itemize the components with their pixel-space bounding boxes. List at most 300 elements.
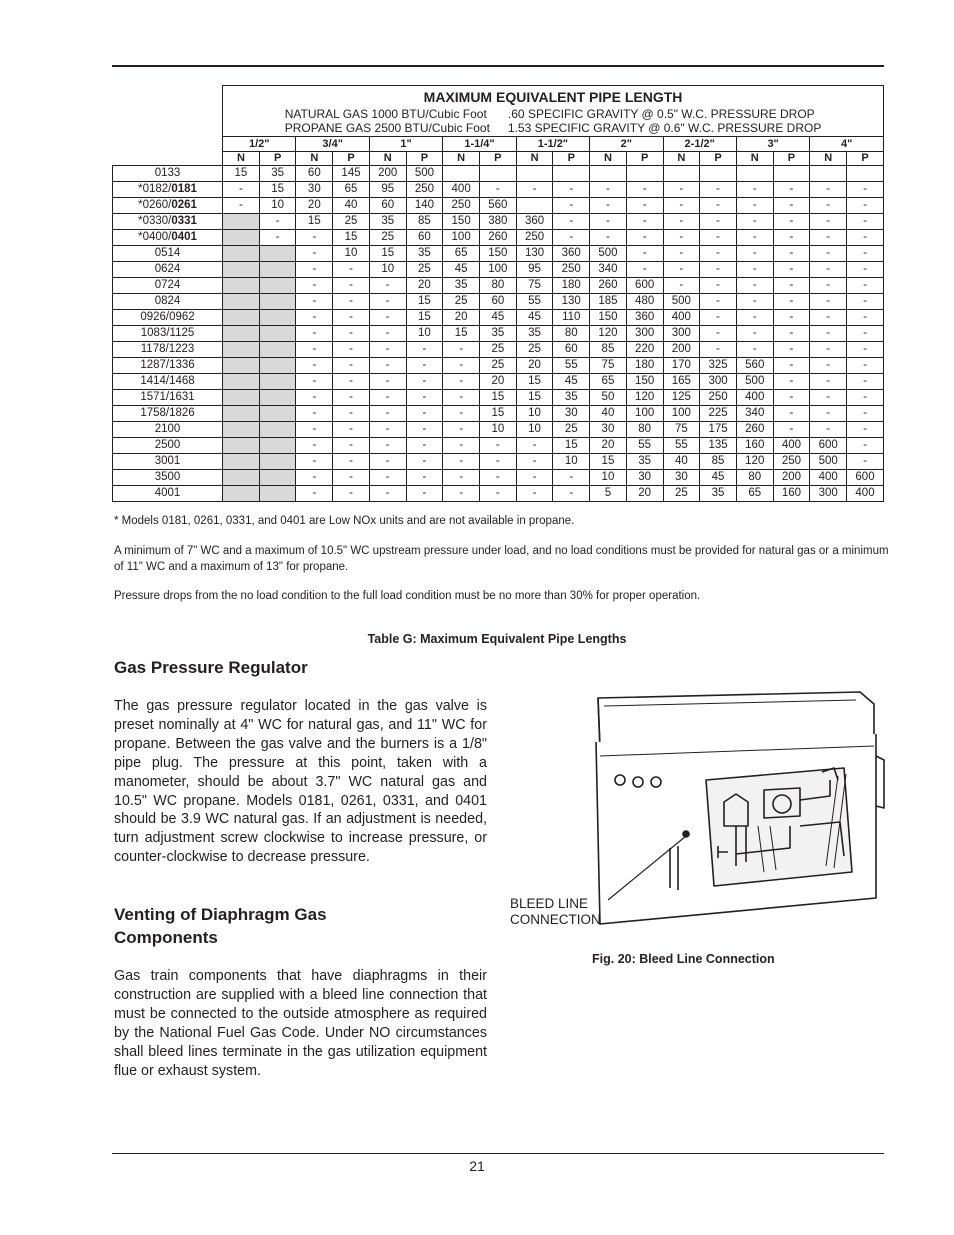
pipe-length-cell: 500 — [406, 166, 443, 182]
pipe-length-cell: 35 — [553, 390, 590, 406]
pipe-length-cell: 15 — [590, 454, 627, 470]
pipe-length-cell — [443, 166, 480, 182]
pipe-length-cell — [223, 454, 260, 470]
table-row — [113, 214, 884, 230]
pipe-length-cell: - — [810, 182, 847, 198]
pipe-length-cell: - — [700, 262, 737, 278]
table-row — [113, 166, 884, 182]
pipe-length-cell: - — [773, 230, 810, 246]
pipe-length-cell: 180 — [626, 358, 663, 374]
pipe-length-cell: - — [847, 246, 884, 262]
pipe-length-cell: 100 — [479, 262, 516, 278]
pipe-length-cell: - — [296, 326, 333, 342]
pipe-length-cell: - — [296, 342, 333, 358]
pipe-length-cell: 110 — [553, 310, 590, 326]
pipe-length-cell: 75 — [663, 422, 700, 438]
pipe-length-cell: - — [663, 214, 700, 230]
pipe-length-cell: 10 — [553, 454, 590, 470]
propane-gravity-spec: 1.53 SPECIFIC GRAVITY @ 0.6" W.C. PRESSURE DROP — [507, 121, 822, 135]
pipe-length-cell: - — [847, 374, 884, 390]
pipe-length-cell: - — [369, 390, 406, 406]
model-number: 0133 — [154, 167, 181, 179]
pipe-length-cell: - — [736, 246, 773, 262]
table-row — [113, 406, 884, 422]
pipe-length-cell: 340 — [590, 262, 627, 278]
natural-gas-column-header: N — [369, 152, 406, 166]
model-number: 1758/1826 — [140, 407, 195, 419]
pipe-length-cell: - — [847, 438, 884, 454]
model-cell — [113, 374, 223, 390]
pipe-length-cell — [663, 166, 700, 182]
pipe-length-cell: 20 — [590, 438, 627, 454]
propane-column-header: P — [333, 152, 370, 166]
model-cell — [113, 438, 223, 454]
natural-gas-column-header: N — [443, 152, 480, 166]
pipe-length-cell: 25 — [663, 486, 700, 502]
pipe-length-cell: 360 — [553, 246, 590, 262]
pipe-length-cell: - — [369, 374, 406, 390]
pipe-length-cell: 300 — [700, 374, 737, 390]
section-body-venting: Gas train components that have diaphragms in their construction are supplied with a bleed line connection that must be connected to the outside atmosphere as required by the National Fuel Gas Code. Under NO circumstances shall bleed lines terminate in the gas utilization equipment flue or exhaust system. — [114, 968, 487, 1079]
pipe-length-cell: - — [406, 422, 443, 438]
pipe-length-cell: - — [333, 310, 370, 326]
pipe-size-header: 4" — [810, 137, 884, 152]
table-row — [113, 454, 884, 470]
propane-column-header: P — [406, 152, 443, 166]
pipe-length-cell — [223, 230, 260, 246]
pipe-length-cell: - — [333, 486, 370, 502]
model-cell — [113, 294, 223, 310]
pipe-length-cell: - — [516, 486, 553, 502]
pipe-length-cell: - — [590, 182, 627, 198]
pipe-length-cell: - — [369, 358, 406, 374]
pipe-length-cell: - — [736, 310, 773, 326]
propane-column-header: P — [700, 152, 737, 166]
pipe-length-cell: - — [773, 342, 810, 358]
pipe-length-cell: - — [700, 326, 737, 342]
pipe-length-cell: - — [663, 278, 700, 294]
pipe-length-cell: 80 — [553, 326, 590, 342]
pipe-length-cell — [259, 438, 296, 454]
pipe-length-cell: 25 — [516, 342, 553, 358]
pipe-length-cell: 35 — [406, 246, 443, 262]
model-number: 0724 — [154, 279, 181, 291]
pipe-length-cell: - — [333, 262, 370, 278]
pipe-length-cell: - — [773, 214, 810, 230]
pipe-length-cell: 50 — [590, 390, 627, 406]
pipe-length-cell: 560 — [479, 198, 516, 214]
pipe-length-cell: 400 — [736, 390, 773, 406]
pipe-length-cell: 160 — [736, 438, 773, 454]
pipe-length-cell: - — [847, 406, 884, 422]
note-pressure-drop: Pressure drops from the no load condition to the full load condition must be no more than 30% for proper operation. — [114, 590, 701, 602]
pipe-length-cell: 165 — [663, 374, 700, 390]
pipe-length-cell: - — [333, 358, 370, 374]
model-cell — [113, 486, 223, 502]
pipe-length-cell: 15 — [406, 294, 443, 310]
pipe-length-cell: - — [333, 438, 370, 454]
pipe-length-cell — [223, 422, 260, 438]
pipe-length-cell: - — [773, 422, 810, 438]
pipe-length-cell: 35 — [259, 166, 296, 182]
model-number: 1083/1125 — [140, 327, 195, 339]
pipe-length-cell: 560 — [736, 358, 773, 374]
pipe-length-cell: - — [700, 230, 737, 246]
model-number: *0260/ — [138, 199, 172, 211]
pipe-length-cell: 40 — [663, 454, 700, 470]
natural-gas-column-header: N — [590, 152, 627, 166]
pipe-length-cell: 55 — [516, 294, 553, 310]
table-corner — [113, 152, 223, 166]
model-number: 2500 — [154, 439, 181, 451]
pipe-length-cell: - — [590, 230, 627, 246]
table-row — [113, 294, 884, 310]
pipe-length-cell: - — [333, 406, 370, 422]
pipe-length-cell: 20 — [516, 358, 553, 374]
pipe-length-cell: 15 — [296, 214, 333, 230]
pipe-length-cell: 60 — [553, 342, 590, 358]
pipe-length-cell: 100 — [626, 406, 663, 422]
pipe-length-cell — [223, 294, 260, 310]
pipe-length-cell: - — [369, 406, 406, 422]
pipe-length-cell — [259, 342, 296, 358]
pipe-length-cell: - — [553, 470, 590, 486]
note-pressure-range: A minimum of 7" WC and a maximum of 10.5" WC upstream pressure under load, and no load conditions must be provided for natural gas or a minimum of 11" WC and a maximum of 13" for propane. — [114, 545, 889, 573]
table-row — [113, 438, 884, 454]
pipe-length-cell — [479, 166, 516, 182]
pipe-length-cell — [223, 310, 260, 326]
pipe-length-cell: 500 — [590, 246, 627, 262]
pipe-size-header: 1-1/4" — [443, 137, 516, 152]
model-number: 0824 — [154, 295, 181, 307]
pipe-length-cell — [553, 166, 590, 182]
pipe-length-cell: 130 — [553, 294, 590, 310]
natural-gravity-spec: .60 SPECIFIC GRAVITY @ 0.5" W.C. PRESSURE DROP — [507, 107, 815, 121]
section-title-venting-line1: Venting of Diaphragm Gas — [114, 905, 327, 924]
pipe-length-cell: - — [369, 486, 406, 502]
pipe-length-cell: 65 — [590, 374, 627, 390]
pipe-length-cell: - — [736, 294, 773, 310]
pipe-length-cell: 30 — [663, 470, 700, 486]
pipe-length-cell: - — [333, 390, 370, 406]
model-cell — [113, 230, 223, 246]
model-cell — [113, 214, 223, 230]
pipe-length-cell: 185 — [590, 294, 627, 310]
pipe-length-cell: - — [663, 230, 700, 246]
pipe-length-cell: 60 — [296, 166, 333, 182]
model-cell — [113, 182, 223, 198]
pipe-length-cell: 150 — [590, 310, 627, 326]
pipe-length-cell: - — [369, 326, 406, 342]
pipe-length-cell: - — [736, 342, 773, 358]
pipe-length-cell: 300 — [810, 486, 847, 502]
pipe-length-cell: - — [223, 198, 260, 214]
propane-column-header: P — [553, 152, 590, 166]
pipe-length-cell: - — [296, 278, 333, 294]
pipe-length-cell: 600 — [847, 470, 884, 486]
table-row — [113, 374, 884, 390]
pipe-length-cell: - — [626, 230, 663, 246]
pipe-length-cell: - — [773, 326, 810, 342]
pipe-length-cell: 15 — [369, 246, 406, 262]
table-row — [113, 182, 884, 198]
pipe-length-cell: 20 — [479, 374, 516, 390]
section-title-venting-line2: Components — [114, 928, 218, 947]
model-number-low-nox: 0331 — [171, 215, 197, 227]
model-number: 1287/1336 — [140, 359, 195, 371]
pipe-length-cell: - — [773, 198, 810, 214]
pipe-length-cell: - — [333, 278, 370, 294]
pipe-length-cell: - — [296, 390, 333, 406]
pipe-length-cell: 15 — [516, 374, 553, 390]
pipe-length-cell: 40 — [590, 406, 627, 422]
pipe-length-cell: 400 — [773, 438, 810, 454]
pipe-length-cell: - — [516, 454, 553, 470]
pipe-length-cell: 30 — [296, 182, 333, 198]
pipe-length-cell: - — [479, 438, 516, 454]
pipe-length-cell: - — [443, 470, 480, 486]
pipe-length-cell: - — [810, 326, 847, 342]
pipe-length-cell: - — [553, 214, 590, 230]
model-cell — [113, 278, 223, 294]
pipe-length-cell — [590, 166, 627, 182]
pipe-length-cell: - — [736, 214, 773, 230]
pipe-length-cell: - — [736, 230, 773, 246]
pipe-length-cell — [736, 166, 773, 182]
pipe-length-cell: 15 — [333, 230, 370, 246]
pipe-length-cell — [223, 326, 260, 342]
pipe-length-cell: 500 — [736, 374, 773, 390]
table-row — [113, 486, 884, 502]
pipe-length-cell: - — [847, 342, 884, 358]
table-corner — [113, 137, 223, 152]
pipe-length-cell: - — [553, 198, 590, 214]
pipe-length-cell: - — [700, 214, 737, 230]
pipe-length-cell: - — [810, 230, 847, 246]
pipe-length-cell: - — [847, 198, 884, 214]
pipe-length-cell: - — [443, 438, 480, 454]
pipe-length-cell: - — [810, 390, 847, 406]
pipe-length-cell: - — [296, 470, 333, 486]
pipe-length-cell: - — [736, 326, 773, 342]
model-number: 3001 — [154, 455, 181, 467]
model-cell — [113, 326, 223, 342]
pipe-length-cell: - — [847, 262, 884, 278]
propane-column-header: P — [626, 152, 663, 166]
model-cell — [113, 262, 223, 278]
pipe-length-cell: - — [773, 374, 810, 390]
bleed-line-label-line1: BLEED LINE — [510, 896, 589, 911]
pipe-length-cell: - — [369, 470, 406, 486]
model-number: *0330/ — [138, 215, 172, 227]
pipe-length-cell: 10 — [516, 422, 553, 438]
table-row — [113, 230, 884, 246]
pipe-length-cell: - — [736, 198, 773, 214]
pipe-length-cell: - — [296, 422, 333, 438]
pipe-length-cell: - — [406, 374, 443, 390]
pipe-length-cell: - — [773, 390, 810, 406]
pipe-length-cell: - — [296, 246, 333, 262]
pipe-length-cell: - — [333, 422, 370, 438]
pipe-length-cell: - — [847, 422, 884, 438]
model-cell — [113, 454, 223, 470]
pipe-length-cell — [259, 358, 296, 374]
pipe-length-cell: 260 — [590, 278, 627, 294]
model-cell — [113, 342, 223, 358]
table-header — [223, 86, 884, 137]
pipe-length-cell: - — [479, 454, 516, 470]
pipe-length-cell: 85 — [700, 454, 737, 470]
model-number: 0926/0962 — [140, 311, 195, 323]
pipe-length-cell: 15 — [479, 406, 516, 422]
pipe-length-cell: 175 — [700, 422, 737, 438]
pipe-length-cell: 20 — [626, 486, 663, 502]
pipe-length-cell: 85 — [406, 214, 443, 230]
pipe-length-cell: 360 — [516, 214, 553, 230]
pipe-length-cell: - — [296, 230, 333, 246]
pipe-length-cell: - — [847, 294, 884, 310]
pipe-length-cell: - — [369, 310, 406, 326]
pipe-length-cell: 15 — [259, 182, 296, 198]
pipe-length-cell: - — [810, 278, 847, 294]
natural-gas-column-header: N — [736, 152, 773, 166]
pipe-length-cell: - — [369, 422, 406, 438]
model-cell — [113, 390, 223, 406]
pipe-length-cell: 260 — [479, 230, 516, 246]
pipe-length-cell: - — [296, 262, 333, 278]
pipe-length-cell: - — [736, 182, 773, 198]
pipe-length-cell — [259, 422, 296, 438]
pipe-length-cell: - — [847, 390, 884, 406]
pipe-length-cell: 60 — [369, 198, 406, 214]
pipe-length-cell: - — [847, 214, 884, 230]
pipe-length-cell: 500 — [810, 454, 847, 470]
pipe-length-cell: 45 — [553, 374, 590, 390]
pipe-length-cell: 60 — [479, 294, 516, 310]
pipe-length-cell: 95 — [369, 182, 406, 198]
pipe-length-cell — [223, 246, 260, 262]
model-number: 4001 — [154, 487, 181, 499]
pipe-length-cell: - — [369, 294, 406, 310]
pipe-length-cell: - — [736, 262, 773, 278]
pipe-length-cell: - — [333, 342, 370, 358]
pipe-length-cell: 20 — [296, 198, 333, 214]
pipe-length-cell: - — [369, 342, 406, 358]
natural-gas-column-header: N — [516, 152, 553, 166]
pipe-length-cell: - — [810, 198, 847, 214]
pipe-length-cell: 180 — [553, 278, 590, 294]
pipe-length-cell: - — [443, 358, 480, 374]
pipe-length-cell: 35 — [516, 326, 553, 342]
pipe-length-cell: - — [773, 278, 810, 294]
pipe-length-cell: 250 — [406, 182, 443, 198]
pipe-length-cell: - — [553, 230, 590, 246]
pipe-length-cell: 250 — [700, 390, 737, 406]
pipe-length-cell: 25 — [406, 262, 443, 278]
pipe-length-cell: 10 — [333, 246, 370, 262]
pipe-length-cell: - — [223, 182, 260, 198]
pipe-length-cell: - — [296, 374, 333, 390]
pipe-length-cell: 5 — [590, 486, 627, 502]
pipe-length-cell: 15 — [516, 390, 553, 406]
pipe-length-cell: 45 — [479, 310, 516, 326]
table-row — [113, 278, 884, 294]
pipe-length-cell: 125 — [663, 390, 700, 406]
pipe-length-cell: - — [773, 246, 810, 262]
pipe-size-header: 2-1/2" — [663, 137, 736, 152]
pipe-length-cell: - — [443, 342, 480, 358]
pipe-length-cell: 150 — [443, 214, 480, 230]
pipe-length-cell: - — [847, 230, 884, 246]
pipe-length-cell: - — [369, 438, 406, 454]
pipe-length-cell: - — [773, 358, 810, 374]
pipe-length-cell: - — [516, 182, 553, 198]
pipe-length-cell: 400 — [810, 470, 847, 486]
pipe-length-cell: 220 — [626, 342, 663, 358]
propane-gas-spec: PROPANE GAS 2500 BTU/Cubic Foot — [284, 121, 490, 135]
pipe-length-cell: - — [810, 214, 847, 230]
pipe-length-cell: - — [443, 422, 480, 438]
pipe-length-cell: 55 — [553, 358, 590, 374]
pipe-length-cell: - — [406, 438, 443, 454]
pipe-length-cell: - — [296, 358, 333, 374]
table-row — [113, 358, 884, 374]
pipe-length-cell: 120 — [626, 390, 663, 406]
natural-gas-column-header: N — [296, 152, 333, 166]
pipe-length-cell: 65 — [736, 486, 773, 502]
pipe-length-cell: - — [847, 182, 884, 198]
pipe-length-cell: 40 — [333, 198, 370, 214]
pipe-length-cell: - — [406, 486, 443, 502]
model-number: 1571/1631 — [140, 391, 195, 403]
pipe-length-cell: - — [443, 486, 480, 502]
propane-column-header: P — [479, 152, 516, 166]
pipe-length-cell: - — [333, 294, 370, 310]
section-title-gas-pressure-regulator: Gas Pressure Regulator — [114, 658, 308, 677]
pipe-length-cell: - — [406, 342, 443, 358]
pipe-length-cell: 150 — [626, 374, 663, 390]
pipe-length-cell: - — [259, 230, 296, 246]
table-row — [113, 342, 884, 358]
pipe-length-cell: - — [700, 278, 737, 294]
pipe-length-cell: - — [663, 262, 700, 278]
pipe-length-cell: - — [736, 278, 773, 294]
pipe-length-cell: 65 — [333, 182, 370, 198]
pipe-length-cell: - — [847, 454, 884, 470]
pipe-length-cell: - — [810, 246, 847, 262]
pipe-length-cell: 150 — [479, 246, 516, 262]
model-number: 3500 — [154, 471, 181, 483]
pipe-length-cell: 225 — [700, 406, 737, 422]
pipe-length-cell — [223, 390, 260, 406]
pipe-length-cell — [847, 166, 884, 182]
pipe-length-cell: - — [810, 342, 847, 358]
pipe-length-cell: 325 — [700, 358, 737, 374]
pipe-length-cell: - — [406, 358, 443, 374]
pipe-size-header: 1" — [369, 137, 442, 152]
pipe-length-cell: 400 — [847, 486, 884, 502]
pipe-length-cell: - — [443, 406, 480, 422]
pipe-length-cell — [223, 342, 260, 358]
pipe-length-cell — [773, 166, 810, 182]
pipe-length-cell: 20 — [406, 278, 443, 294]
pipe-length-cell: 140 — [406, 198, 443, 214]
pipe-length-cell — [259, 454, 296, 470]
footnote-low-nox: * Models 0181, 0261, 0331, and 0401 are Low NOx units and are not available in propane. — [114, 515, 575, 527]
model-number: 2100 — [154, 423, 181, 435]
pipe-length-cell: - — [516, 470, 553, 486]
pipe-length-cell: - — [847, 278, 884, 294]
